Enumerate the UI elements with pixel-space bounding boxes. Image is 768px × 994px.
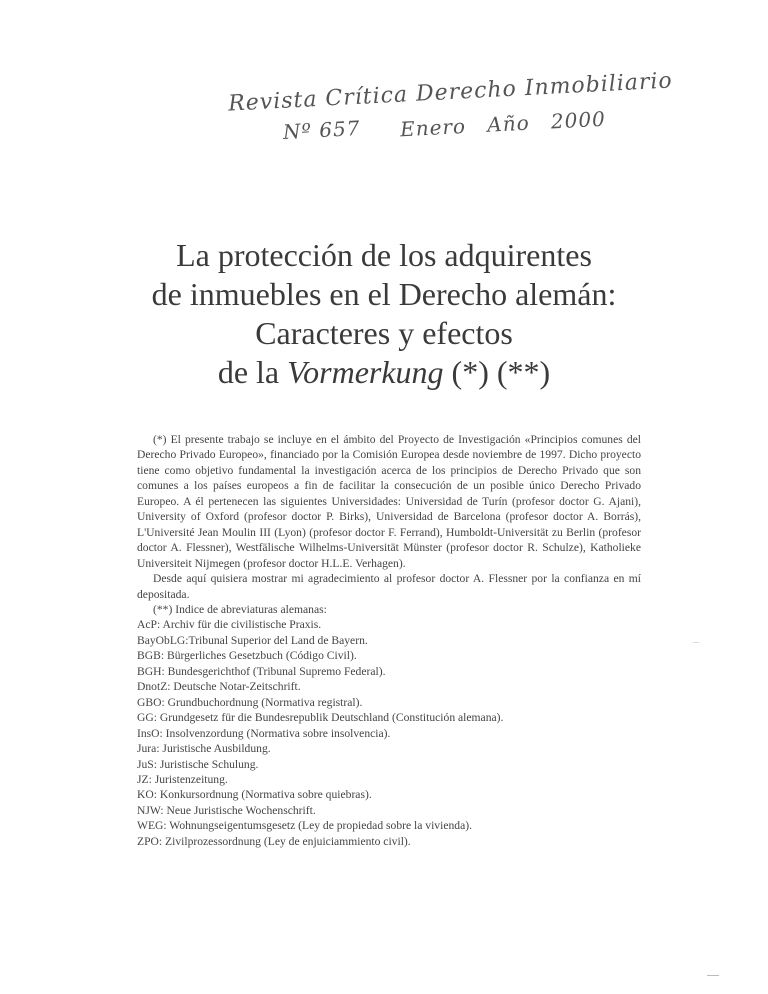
title-line: Caracteres y efectos xyxy=(255,315,513,351)
title-italic-term: Vormerkung xyxy=(287,354,444,390)
abbreviation-item: GG: Grundgesetz für die Bundesrepublik Deutschland (Constitución alemana). xyxy=(137,711,504,725)
abbreviation-item: BayObLG:Tribunal Superior del Land de Bayern. xyxy=(137,633,368,647)
scan-mark xyxy=(693,642,699,643)
scan-mark xyxy=(707,975,719,976)
abbreviation-item: BGH: Bundesgerichthof (Tribunal Supremo Federal). xyxy=(137,664,386,678)
title-line: de inmuebles en el Derecho alemán: xyxy=(151,276,617,312)
abbreviation-item: InsO: Insolvenzordung (Normativa sobre insolvencia). xyxy=(137,726,391,740)
abbreviation-item: Jura: Juristische Ausbildung. xyxy=(137,742,271,756)
abbreviation-list xyxy=(137,617,641,849)
title-text: de la xyxy=(217,354,288,390)
abbreviation-item: NJW: Neue Juristische Wochenschrift. xyxy=(137,803,316,817)
abbreviation-item: DnotZ: Deutsche Notar-Zeitschrift. xyxy=(137,680,301,694)
abbreviation-item: ZPO: Zivilprozessordnung (Ley de enjuiciammiento civil). xyxy=(137,834,411,848)
abbreviation-item: GBO: Grundbuchordnung (Normativa registral). xyxy=(137,695,363,709)
abbreviation-item: JZ: Juristenzeitung. xyxy=(137,772,228,786)
title-line: La protección de los adquirentes xyxy=(176,237,592,273)
footnote-markers: (*) (**) xyxy=(443,354,551,390)
abbreviation-item: AcP: Archiv für die civilistische Praxis. xyxy=(137,618,322,632)
abbreviation-item: BGB: Bürgerliches Gesetzbuch (Código Civil). xyxy=(137,649,357,663)
footnote-1: (*) El presente trabajo se incluye en el ámbito del Proyecto de Investigación «Principios comunes del Derecho Privado Europeo», financiado por la Comisión Europea desde noviembre de 1997. Dicho proyecto tiene como objetivo fundamental la investigación acerca de los principios de Derecho Privado que son comunes a los países europeos a fin de facilitar la consecución de un posible único Derecho Privado Europeo. A él pertenecen las siguientes Universidades: Universidad de Turín (profesor doctor G. Ajani), University of Oxford (profesor doctor P. Birks), Universidad de Barcelona (profesor doctor A. Borrás), L'Université Jean Moulin III (Lyon) (profesor doctor F. Ferrand), Humboldt-Universität zu Berlin (profesor doctor A. Flessner), Westfälische Wilhelms-Universität Münster (profesor doctor R. Schulze), Katholieke Universiteit Nijmegen (profesor doctor H.L.E. Verhagen). xyxy=(137,433,641,570)
footnote-2: (**) Indice de abreviaturas alemanas: xyxy=(153,602,327,616)
abbreviation-item: WEG: Wohnungseigentumsgesetz (Ley de propiedad sobre la vivienda). xyxy=(137,819,472,833)
handwritten-date: Enero Año 2000 xyxy=(399,106,607,142)
handwritten-journal-name: Revista Crítica Derecho Inmobiliario xyxy=(227,68,674,117)
handwritten-issue-number: Nº 657 xyxy=(282,115,362,145)
abbreviation-item: JuS: Juristische Schulung. xyxy=(137,757,259,771)
acknowledgement: Desde aquí quisiera mostrar mi agradecimiento al profesor doctor A. Flessner por la confianza en mí depositada. xyxy=(137,572,641,601)
article-title xyxy=(0,236,768,392)
title-line xyxy=(0,353,768,392)
footnotes xyxy=(137,432,641,849)
abbreviation-item: KO: Konkursordnung (Normativa sobre quiebras). xyxy=(137,788,372,802)
